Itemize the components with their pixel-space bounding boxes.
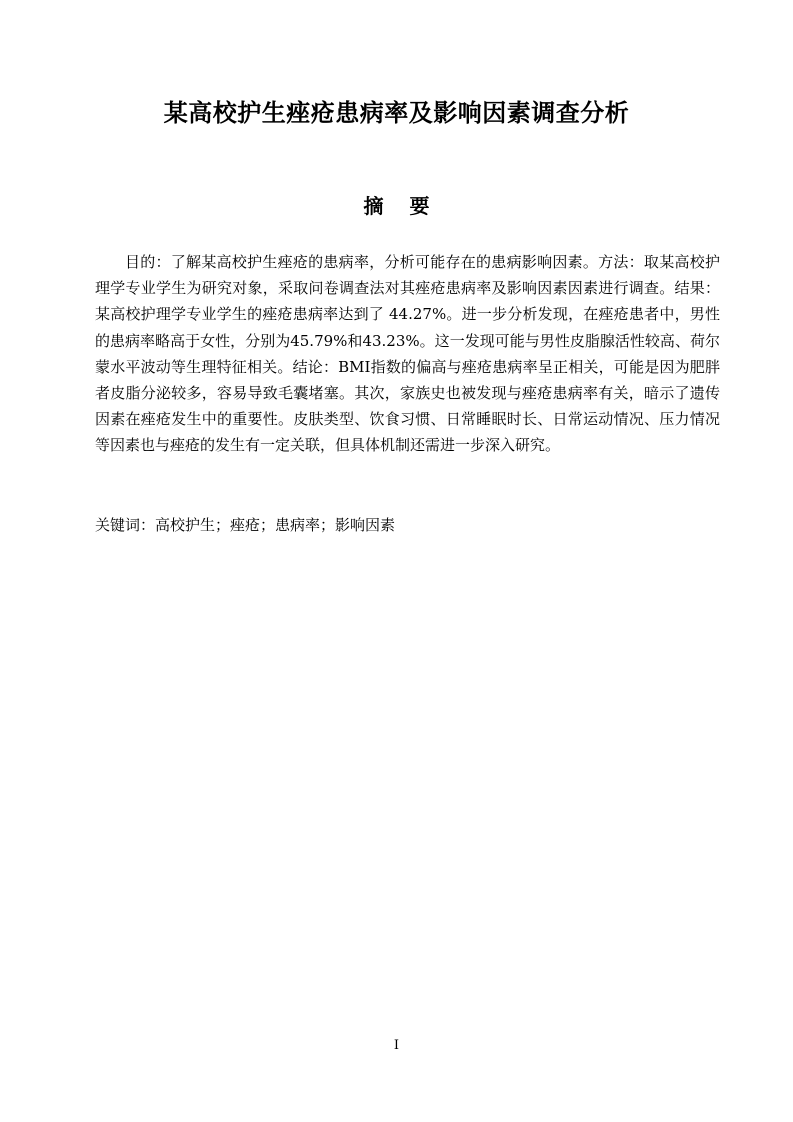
keywords-line [95, 512, 720, 538]
abstract-heading: 摘要 [363, 194, 456, 218]
page-number: I [393, 1038, 400, 1053]
page-title: 某高校护生痤疮患病率及影响因素调查分析 [163, 99, 630, 127]
keywords-text: 高校护生；痤疮；患病率；影响因素 [155, 516, 396, 534]
abstract-body: 目的：了解某高校护生痤疮的患病率，分析可能存在的患病影响因素。方法：取某高校护理学专业学生为研究对象，采取问卷调查法对其痤疮患病率及影响因素因素进行调查。结果：某高校护理学专业学生的痤疮患病率达到了 44.27%。进一步分析发现，在痤疮患者中，男性的患病率略高于女性，分别为45.79%和43.23%。这一发现可能与男性皮脂腺活性较高、荷尔蒙水平波动等生理特征相关。结论：BMI指数的偏高与痤疮患病率呈正相关，可能是因为肥胖者皮脂分泌较多，容易导致毛囊堵塞。其次，家族史也被发现与痤疮患病率有关，暗示了遗传因素在痤疮发生中的重要性。皮肤类型、饮食习惯、日常睡眠时长、日常运动情况、压力情况等因素也与痤疮的发生有一定关联，但具体机制还需进一步深入研究。 [95, 253, 720, 455]
keywords-label: 关键词： [95, 516, 156, 534]
